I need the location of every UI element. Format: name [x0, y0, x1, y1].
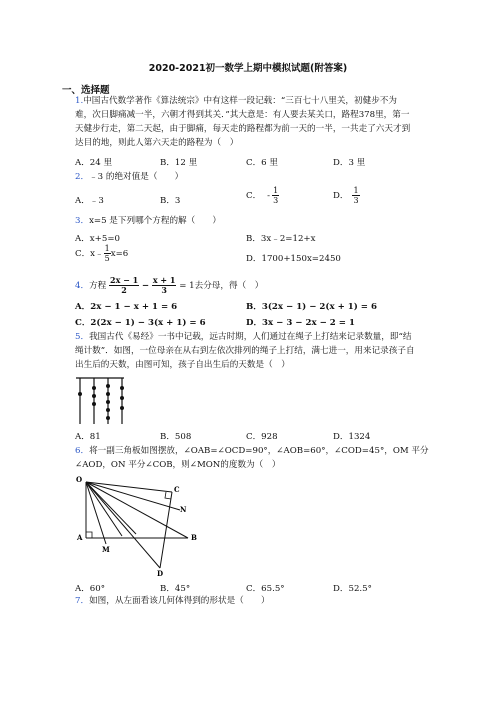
q6-line-1: 6．将一副三角板如图摆放，∠OAB=∠OCD=90°，∠AOB=60°，∠COD=45°，OM 平分	[75, 446, 429, 456]
q1-option-d: D．3 里	[333, 158, 366, 168]
q4-option-a: A．2x − 1 − x + 1 = 6	[75, 302, 178, 312]
q3-option-a: A．x+5=0	[75, 234, 120, 244]
q2-option-b: B．3	[160, 196, 181, 206]
q1-option-a: A．24 里	[75, 158, 113, 168]
label-b: B	[191, 533, 197, 542]
label-d: D	[157, 569, 164, 578]
q1-number: 1.	[75, 96, 84, 106]
q2-option-d: D． $\frac{1}{3}$	[333, 186, 359, 205]
q5-option-d: D．1324	[333, 432, 371, 442]
q2-option-c: C． - $\frac{1}{3}$	[246, 186, 279, 205]
q3-option-d: D．1700+150x=2450	[246, 254, 341, 264]
q6-option-d: D．52.5°	[333, 584, 372, 594]
knot-rope-figure	[76, 374, 136, 428]
q5-line-3: 出生后的天数，由图可知，孩子自出生后的天数是（ ）	[75, 360, 290, 370]
triangle-set-figure	[76, 474, 206, 578]
q5-option-c: C．928	[246, 432, 278, 442]
label-o: O	[76, 475, 83, 484]
q1-option-c: C．6 里	[246, 158, 278, 168]
label-c: C	[174, 485, 180, 494]
q5-line-2: 绳计数”．如图，一位母亲在从右到左依次排列的绳子上打结，满七进一，用来记录孩子自	[75, 346, 415, 356]
q7-stem: 7．如图，从左面看该几何体得到的形状是（ ）	[75, 596, 270, 606]
q1-line-3: 天健步行走，第二天起，由于脚痛，每天走的路程都为前一天的一半，一共走了六天才到	[75, 124, 411, 134]
document-title: 2020-2021初一数学上期中模拟试题(附答案)	[148, 63, 348, 74]
q3-stem: 3．x=5 是下列哪个方程的解（ ）	[75, 216, 222, 226]
q6-option-b: B．45°	[160, 584, 191, 594]
label-n: N	[180, 505, 187, 514]
q4-option-d: D．3x − 3 − 2x − 2 = 1	[246, 318, 355, 328]
label-m: M	[102, 545, 110, 554]
q2-stem: 2．﹣3 的绝对值是（ ）	[75, 172, 184, 182]
q1-option-b: B．12 里	[160, 158, 198, 168]
q1-line-4: 达目的地，则此人第六天走的路程为（ ）	[75, 138, 239, 148]
q4-option-b: B．3(2x − 1) − 2(x + 1) = 6	[246, 302, 377, 312]
q5-option-b: B．508	[160, 432, 192, 442]
label-a: A	[77, 533, 83, 542]
q5-option-a: A．81	[75, 432, 101, 442]
q2-option-a: A．﹣3	[75, 196, 104, 206]
q3-option-b: B．3x﹣2=12+x	[246, 234, 316, 244]
q5-line-1: 5．我国古代《易经》一书中记载，远古时期，人们通过在绳子上打结来记录数量，即“结	[75, 332, 412, 342]
section-heading: 一、选择题	[62, 85, 110, 96]
q4-stem: 4．方程 $\frac{2x - 1}{2}$ − $\frac{x + 1}{3}$ = 1去分母，得（ ）	[75, 275, 264, 295]
q1-line-1: 1.中国古代数学著作《算法统宗》中有这样一段记载：“三百七十八里关，初健步不为	[75, 96, 397, 106]
q1-line-2: 难，次日脚痛减一半，六朝才得到其关．”其大意是：有人要去某关口，路程378里，第一	[75, 110, 410, 120]
q4-option-c: C．2(2x − 1) − 3(x + 1) = 6	[75, 318, 206, 328]
q6-option-c: C．65.5°	[246, 584, 285, 594]
q3-option-c: C．x﹣ $\frac{1}{5}$ x=6	[75, 244, 129, 263]
q6-option-a: A．60°	[75, 584, 106, 594]
q6-line-2: ∠AOD，ON 平分∠COB，则∠MON的度数为（ ）	[75, 460, 281, 470]
